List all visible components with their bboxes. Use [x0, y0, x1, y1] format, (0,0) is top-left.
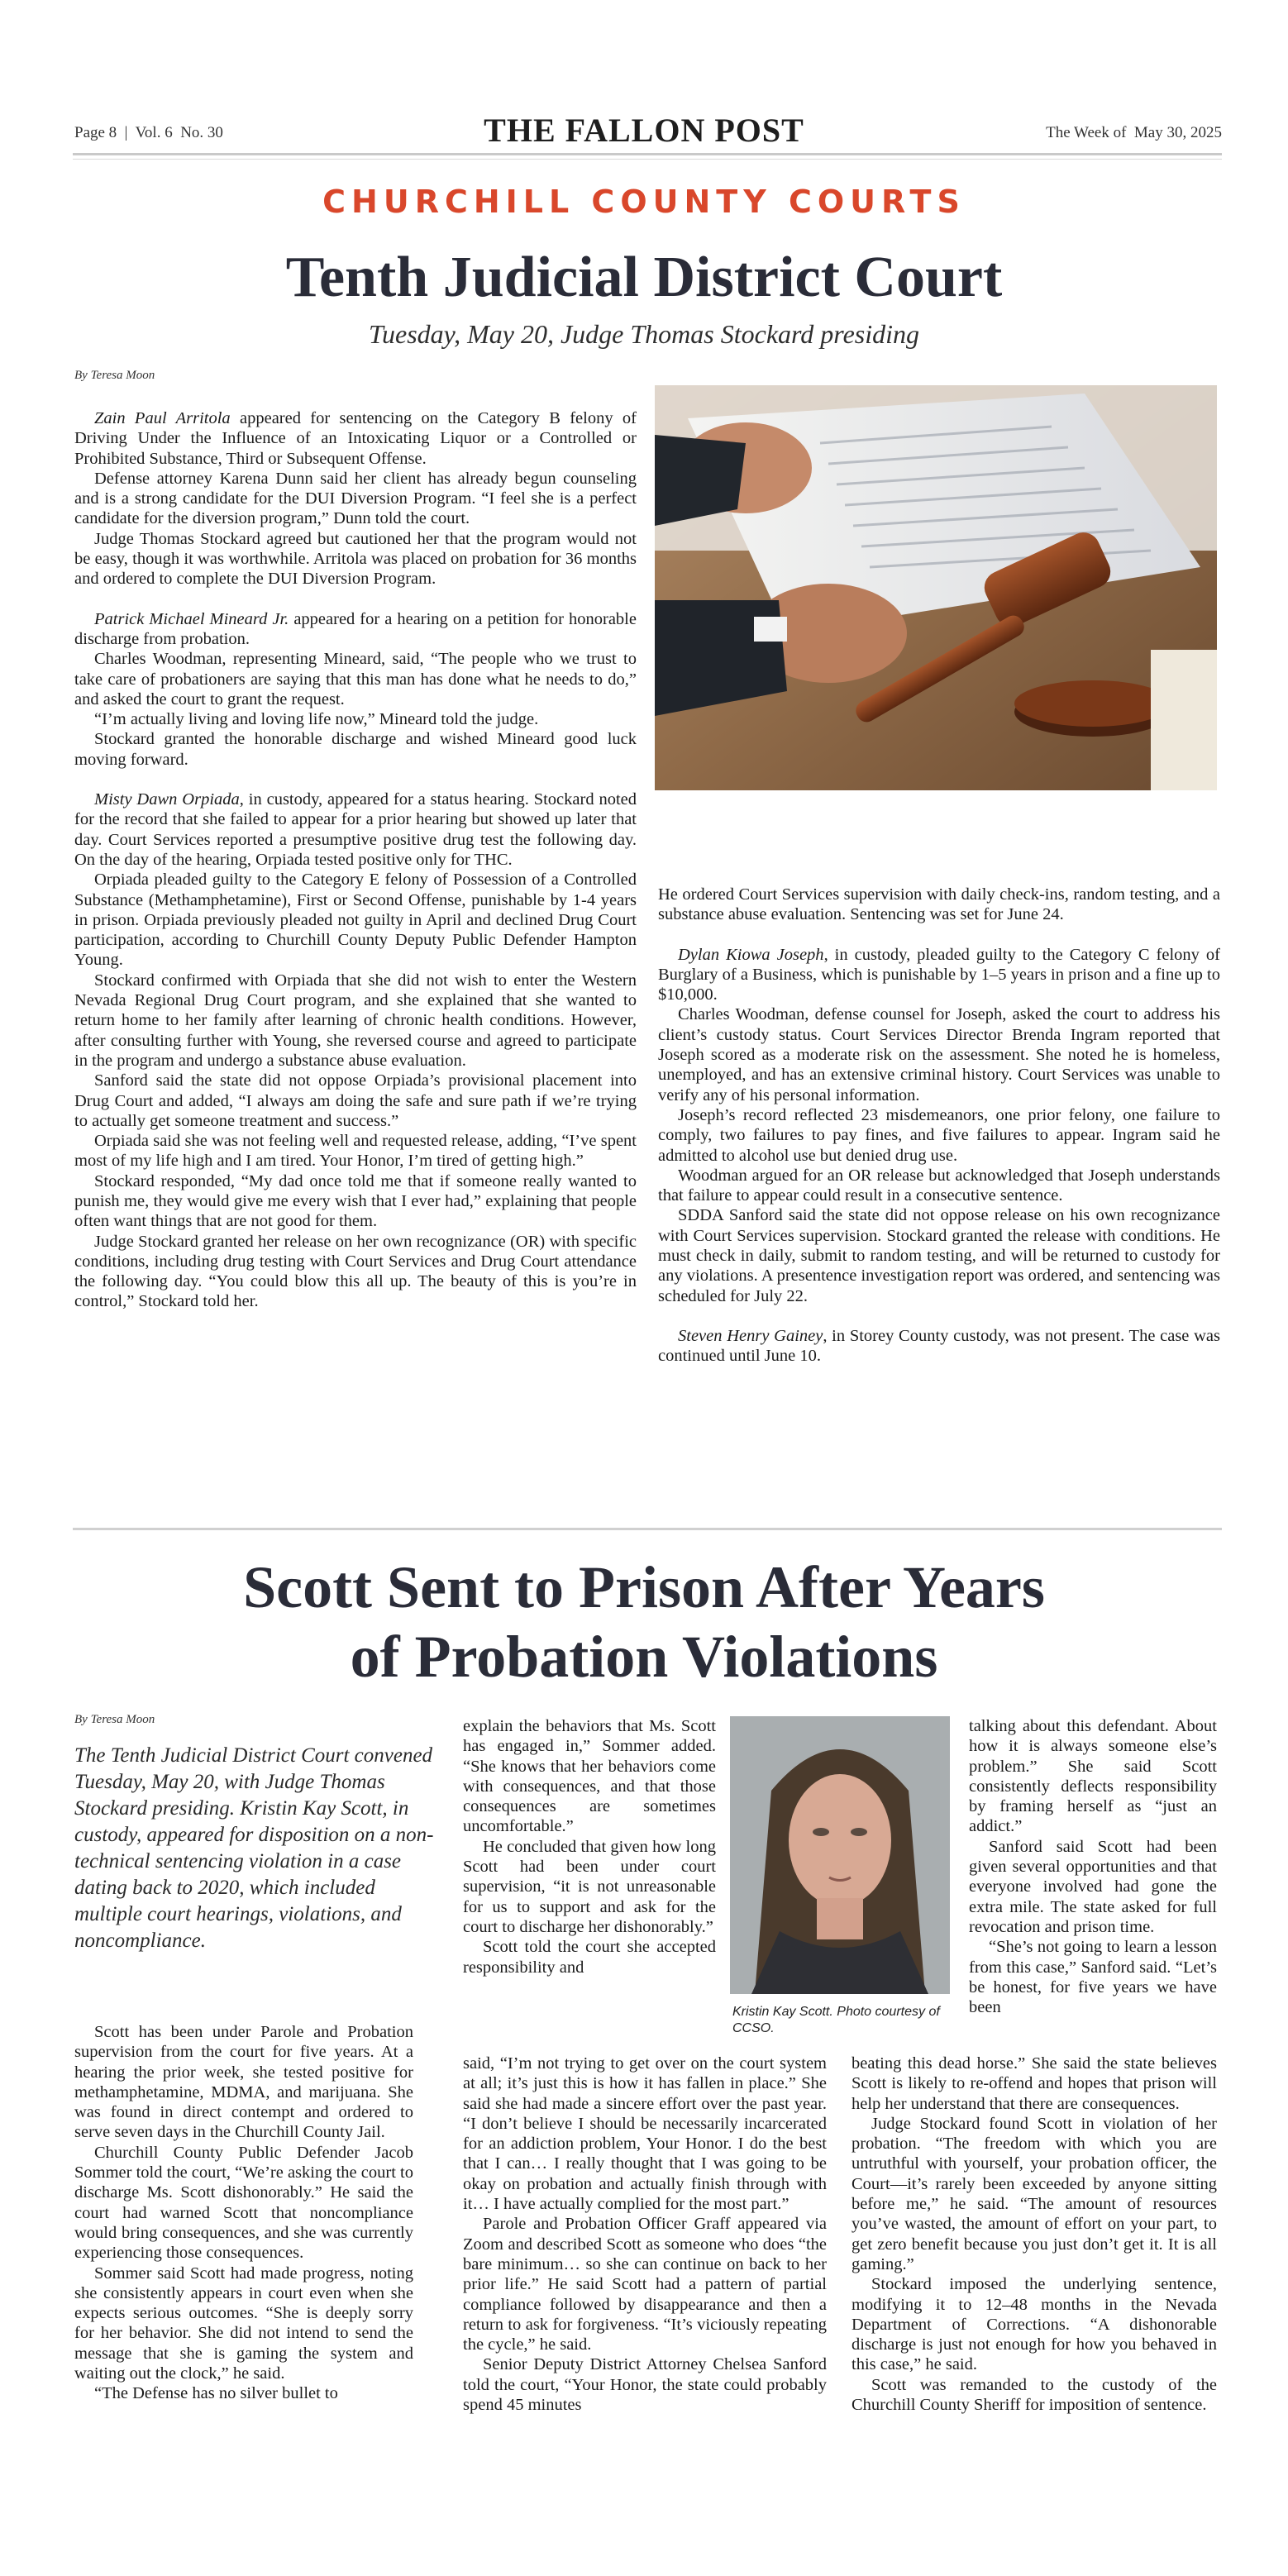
article1-right-column [658, 885, 1220, 1367]
defendant-name: Misty Dawn Orpiada [94, 790, 240, 809]
paragraph-text: appeared for a hearing on a petition for honorable discharge from probation. [74, 609, 637, 648]
paragraph: Stockard granted the honorable discharge and wished Mineard good luck moving forward. [74, 730, 637, 769]
article1-headline: Tenth Judicial District Court [285, 246, 1003, 309]
paragraph: Churchill County Public Defender Jacob Sommer told the court, “We’re asking the court to discharge Ms. Scott dishonorably.” He said the court had warned Scott that noncompliance would bring consequences, and she was currently experiencing those consequences. [74, 2143, 413, 2263]
paragraph: Judge Stockard granted her release on her own recognizance (OR) with specific conditions, including drug testing with Court Services and Drug Court attendance the following day. “You could blow this all up. The beauty of this is you’re in control,” Stockard told her. [74, 1232, 637, 1311]
masthead-rule [73, 153, 1222, 155]
article2-col3-bottom [852, 2054, 1217, 2415]
article-divider [73, 1528, 1222, 1530]
paragraph: Sanford said the state did not oppose Orpiada’s provisional placement into Drug Court and added, “I always am doing the safe and sure path if we’re trying to actually get someone treatment and success.” [74, 1071, 637, 1130]
paragraph-text: , in custody, appeared for a status hearing. Stockard noted for the record that she failed to appear for a prior hearing but showed up later that day. Court Services reported a presumptive positive drug test the following day. On the day of the hearing, Orpiada tested positive only for THC. [74, 790, 637, 869]
paragraph: Sommer said Scott had made progress, noting she consistently appears in court even when she expects serious outcomes. “She is deeply sorry for her behavior. She did not intend to send the message that she is gaming the system and waiting out the clock,” he said. [74, 2264, 413, 2383]
paragraph: Stockard responded, “My dad once told me that if someone really wanted to punish me, they would give me every wish that I ever had,” explaining that people often want things that are not good for them. [74, 1171, 637, 1231]
paragraph [74, 408, 637, 469]
paragraph: Orpiada said she was not feeling well and requested release, adding, “I’ve spent most of my life high and I am tired. Your Honor, I’m tired of getting high.” [74, 1132, 637, 1171]
paragraph-text: , in Storey County custody, was not present. The case was continued until June 10. [658, 1326, 1220, 1366]
article2-col3-top [969, 1716, 1217, 2017]
paragraph: Judge Stockard found Scott in violation of her probation. “The freedom with which you are untruthful with yourself, your probation officer, the Court—it’s rarely been exceeded by anyone sitting before me,” he said. “The amount of resources you’ve wasted, the amount of effort on your part, to get zero benefit because you just don’t get it. It is all gaming.” [852, 2114, 1217, 2273]
paragraph: Stockard confirmed with Orpiada that she did not wish to enter the Western Nevada Regional Drug Court program, and she explained that she wanted to return home to her family after learning of chronic health conditions. However, after consulting further with Young, she reversed course and agreed to participate in the program and undergo a substance abuse evaluation. [74, 971, 637, 1070]
article1-subhead: Tuesday, May 20, Judge Thomas Stockard presiding [368, 319, 919, 349]
defendant-name: Dylan Kiowa Joseph [678, 945, 824, 964]
defendant-name: Steven Henry Gainey [678, 1326, 823, 1345]
gavel-papers-image [655, 385, 1217, 790]
mugshot-photo [730, 1716, 950, 1994]
defendant-name: Patrick Michael Mineard Jr. [94, 609, 289, 628]
paragraph: beating this dead horse.” She said the state believes Scott is likely to re-offend and hopes that prison will help her understand that there are consequences. [852, 2054, 1217, 2113]
paragraph: “She’s not going to learn a lesson from this case,” Sanford said. “Let’s be honest, for five years we have been [969, 1938, 1217, 2017]
paragraph: He concluded that given how long Scott had been under court supervision, “it is not unreasonable for us to support and ask for the court to discharge her dishonorably.” [463, 1837, 716, 1936]
paragraph [74, 789, 637, 870]
paragraph: said, “I’m not trying to get over on the court system at all; it’s just this is how it has fallen in place.” She said she had made a sincere effort over the past year. “I don’t believe I should be necessarily incarcerated for an addiction problem, Your Honor. I do the best that I can… I really thought that I was going to be okay on probation and actually finish through with it… I have actually complied for the most part.” [463, 2054, 827, 2214]
headline-line: Scott Sent to Prison After Years [243, 1554, 1045, 1620]
issue-date: The Week of May 30, 2025 [1046, 124, 1222, 141]
article2-lead: The Tenth Judicial District Court convened Tuesday, May 20, with Judge Thomas Stockard presiding. Kristin Kay Scott, in custody, appeared for disposition on a non-technical sentencing violation in a case dating back to 2020, which included multiple court hearings, violations, and noncompliance. [74, 1744, 434, 1952]
paragraph: Scott has been under Parole and Probation supervision from the court for five years. At a hearing the prior week, she tested positive for methamphetamine, MDMA, and marijuana. She was found in direct contempt and ordered to serve seven days in the Churchill County Jail. [74, 2023, 413, 2142]
paragraph: “The Defense has no silver bullet to [94, 2384, 338, 2403]
paragraph: Woodman argued for an OR release but acknowledged that Joseph understands that failure to appear could result in a consecutive sentence. [658, 1166, 1220, 1205]
paragraph: Charles Woodman, defense counsel for Joseph, asked the court to address his client’s custody status. Court Services Director Brenda Ingram reported that Joseph scored as a moderate risk on the assessment. She noted he is homeless, unemployed, and has an extensive criminal history. Court Services was unable to verify any of his personal information. [658, 1005, 1220, 1104]
paragraph: Scott told the court she accepted responsibility and [463, 1938, 716, 1977]
paragraph: Joseph’s record reflected 23 misdemeanors, one prior felony, one failure to comply, two failures to pay fines, and five failures to appear. Ingram said he admitted to alcohol use but denied drug use. [658, 1105, 1220, 1165]
paragraph: Orpiada pleaded guilty to the Category E felony of Possession of a Controlled Substance (Methamphetamine), First or Second Offense, punishable by 1-4 years in prison. Orpiada previously pleaded not guilty in April and declined Drug Court participation, according to Churchill County Deputy Public Defender Hampton Young. [74, 871, 637, 970]
paragraph: Judge Thomas Stockard agreed but cautioned her that the program would not be easy, though it was worthwhile. Arritola was placed on probation for 36 months and ordered to complete the DUI Diversion Program. [74, 529, 637, 589]
paragraph: Parole and Probation Officer Graff appeared via Zoom and described Scott as someone who does “the bare minimum… so she can continue on back to her prior life.” He said Scott had a pattern of partial compliance followed by disappearance and then a return to ask for forgiveness. “It’s viciously repeating the cycle,” he said. [463, 2215, 827, 2354]
paragraph: talking about this defendant. About how it is always someone else’s problem.” She said Scott consistently deflects responsibility by framing herself as “just an addict.” [969, 1717, 1217, 1836]
paragraph: Sanford said Scott had been given several opportunities and that everyone involved had gone the extra mile. The state asked for full revocation and prison time. [969, 1837, 1217, 1936]
paragraph: He ordered Court Services supervision with daily check-ins, random testing, and a substance abuse evaluation. Sentencing was set for June 24. [658, 885, 1220, 924]
defendant-name: Zain Paul Arritola [94, 409, 231, 427]
paragraph: Senior Deputy District Attorney Chelsea Sanford told the court, “Your Honor, the state could probably spend 45 minutes [463, 2355, 827, 2415]
article2-headline [0, 1553, 1288, 1691]
article1-left-column [74, 408, 637, 1312]
newspaper-title: THE FALLON POST [484, 112, 804, 149]
paragraph: Defense attorney Karena Dunn said her client has already begun counseling and is a strong candidate for the DUI Diversion Program. “I feel she is a perfect candidate for the diversion program,” Dunn told the court. [74, 469, 637, 528]
paragraph [74, 609, 637, 650]
section-label: CHURCHILL COUNTY COURTS [322, 184, 966, 220]
article2-col1 [74, 2022, 413, 2404]
paragraph-text: , in custody, pleaded guilty to the Category C felony of Burglary of a Business, which is punishable by 1–5 years in prison and a fine up to $10,000. [658, 945, 1221, 1004]
article1-byline: By Teresa Moon [74, 369, 155, 382]
headline-line: of Probation Violations [350, 1624, 938, 1690]
article2-col2-bottom [463, 2054, 827, 2415]
paragraph-text: appeared for sentencing on the Category B felony of Driving Under the Influence of an Intoxicating Liquor or a Controlled or Prohibited Substance, Third or Subsequent Offense. [74, 409, 637, 468]
page-volume-info: Page 8 | Vol. 6 No. 30 [74, 124, 223, 141]
masthead-rule-thin [73, 159, 1222, 160]
photo-caption: Kristin Kay Scott. Photo courtesy of CCSO. [732, 2005, 940, 2035]
paragraph: explain the behaviors that Ms. Scott has engaged in,” Sommer added. “She knows that her behaviors come with consequences, and that those consequences are sometimes uncomfortable.” [463, 1717, 716, 1836]
paragraph: Charles Woodman, representing Mineard, said, “The people who we trust to take care of probationers are saying that this man has done what he needs to do,” and asked the court to grant the request. [74, 650, 637, 708]
paragraph: Stockard imposed the underlying sentence, modifying it to 12–48 months in the Nevada Department of Corrections. “A dishonorable discharge is just not enough for how you behaved in this case,” he said. [852, 2275, 1217, 2374]
article2-col2-top [463, 1716, 716, 1977]
paragraph [658, 1326, 1220, 1367]
judge-gavel-photo [655, 385, 1217, 790]
article2-byline: By Teresa Moon [74, 1713, 155, 1726]
paragraph: “I’m actually living and loving life now,” Mineard told the judge. [94, 710, 539, 729]
mugshot-image [730, 1716, 950, 1994]
paragraph [658, 945, 1220, 1005]
paragraph: Scott was remanded to the custody of the Churchill County Sheriff for imposition of sentence. [852, 2375, 1217, 2415]
paragraph: SDDA Sanford said the state did not oppose release on his own recognizance with Court Services supervision. Stockard granted the release with conditions. He must check in daily, submit to random testing, and will be returned to custody for any violations. A presentence investigation report was ordered, and sentencing was scheduled for July 22. [658, 1206, 1220, 1305]
